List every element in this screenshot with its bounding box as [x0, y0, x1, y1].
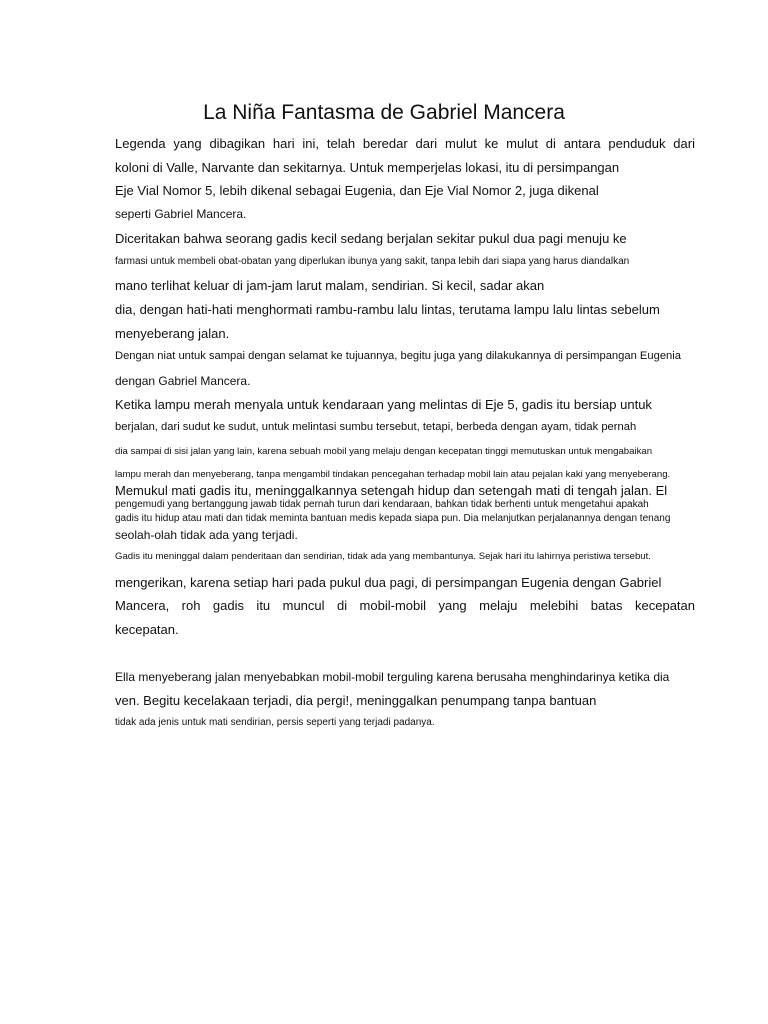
- text-line: koloni di Valle, Narvante dan sekitarnya. Untuk memperjelas lokasi, itu di persimpangan: [115, 160, 620, 175]
- text-line: berjalan, dari sudut ke sudut, untuk melintasi sumbu tersebut, tetapi, berbeda dengan ayam, tidak pernah: [115, 421, 637, 433]
- text-line: farmasi untuk membeli obat-obatan yang diperlukan ibunya yang sakit, tanpa lebih dari siapa yang harus diandalkan: [115, 256, 630, 267]
- text-line: ven. Begitu kecelakaan terjadi, dia pergi!, meninggalkan penumpang tanpa bantuan: [115, 693, 597, 708]
- text-line: Ella menyeberang jalan menyebabkan mobil-mobil terguling karena berusaha menghindarinya ketika dia: [115, 670, 670, 684]
- text-line: lampu merah dan menyeberang, tanpa mengambil tindakan pencegahan terhadap mobil lain atau pejalan kaki yang menyeberang.: [115, 469, 671, 480]
- text-line: Mancera, roh gadis itu muncul di mobil-mobil yang melaju melebihi batas kecepatan: [115, 598, 695, 613]
- text-line: seperti Gabriel Mancera.: [115, 207, 247, 221]
- text-line: gadis itu hidup atau mati dan tidak meminta bantuan medis kepada siapa pun. Dia melanjutkan perjalanannya dengan tenang: [115, 513, 671, 524]
- text-line: dia, dengan hati-hati menghormati rambu-rambu lalu lintas, terutama lampu lalu lintas sebelum: [115, 302, 660, 317]
- text-line: Dengan niat untuk sampai dengan selamat ke tujuannya, begitu juga yang dilakukannya di persimpangan Eugenia: [115, 350, 681, 362]
- text-line: Ketika lampu merah menyala untuk kendaraan yang melintas di Eje 5, gadis itu bersiap untuk: [115, 397, 652, 412]
- text-line: tidak ada jenis untuk mati sendirian, persis seperti yang terjadi padanya.: [115, 717, 435, 728]
- text-line: Gadis itu meninggal dalam penderitaan dan sendirian, tidak ada yang membantunya. Sejak hari itu lahirnya peristiwa tersebut.: [115, 551, 651, 562]
- text-line: kecepatan.: [115, 622, 179, 637]
- document-title: La Niña Fantasma de Gabriel Mancera: [203, 101, 565, 124]
- text-line: mengerikan, karena setiap hari pada pukul dua pagi, di persimpangan Eugenia dengan Gabriel: [115, 575, 662, 590]
- text-line: dengan Gabriel Mancera.: [115, 374, 251, 388]
- text-line: pengemudi yang bertanggung jawab tidak pernah turun dari kendaraan, bahkan tidak berhenti untuk mengetahui apakah: [115, 499, 649, 510]
- text-line: mano terlihat keluar di jam-jam larut malam, sendirian. Si kecil, sadar akan: [115, 278, 545, 293]
- text-line: Diceritakan bahwa seorang gadis kecil sedang berjalan sekitar pukul dua pagi menuju ke: [115, 231, 627, 246]
- text-line: dia sampai di sisi jalan yang lain, karena sebuah mobil yang melaju dengan kecepatan tinggi memutuskan untuk mengabaikan: [115, 446, 653, 457]
- text-line: seolah-olah tidak ada yang terjadi.: [115, 528, 298, 542]
- text-line: menyeberang jalan.: [115, 326, 230, 341]
- text-line: Eje Vial Nomor 5, lebih dikenal sebagai Eugenia, dan Eje Vial Nomor 2, juga dikenal: [115, 183, 599, 198]
- text-line: Memukul mati gadis itu, meninggalkannya setengah hidup dan setengah mati di tengah jalan. El: [115, 483, 668, 498]
- text-line: Legenda yang dibagikan hari ini, telah beredar dari mulut ke mulut di antara penduduk dari: [115, 136, 695, 151]
